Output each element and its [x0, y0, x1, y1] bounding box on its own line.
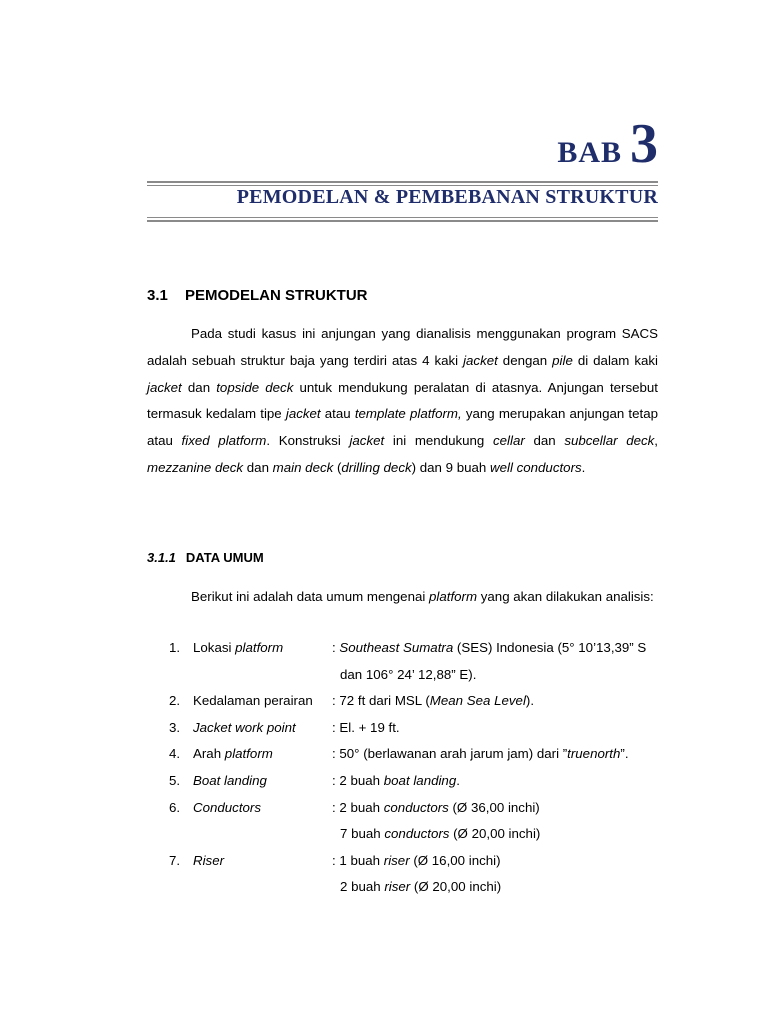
- list-value: [332, 720, 400, 735]
- text: cellar: [493, 433, 525, 449]
- list-value: [332, 693, 534, 708]
- list-index: 6.: [169, 799, 181, 815]
- list-item: [147, 773, 667, 800]
- section-number: 3.1: [147, 287, 168, 304]
- text: ”.: [620, 746, 629, 762]
- text: Lokasi: [193, 640, 236, 655]
- text: topside deck: [216, 379, 294, 395]
- text: pile: [552, 352, 573, 368]
- text: ini mendukung: [384, 433, 493, 449]
- text: boat landing: [383, 772, 457, 788]
- text: yang merupakan anjungan tetap atau: [147, 406, 658, 449]
- text: (Ø 20,00 inchi): [449, 826, 541, 842]
- text: dengan: [497, 352, 553, 368]
- divider: [147, 181, 658, 183]
- text: mezzanine deck: [147, 459, 244, 475]
- text: .: [581, 459, 586, 475]
- list-item: [147, 693, 667, 720]
- text: Southeast Sumatra: [339, 640, 454, 655]
- text: (Ø 20,00 inchi): [410, 879, 502, 895]
- text: fixed platform: [181, 433, 267, 449]
- text: Pada studi kasus ini anjungan yang dianalisis menggunakan program SACS adalah sebuah struktur baja yang terdiri atas 4 kaki: [147, 326, 658, 368]
- list-index: 5.: [169, 772, 181, 788]
- text: Jacket work point: [193, 719, 296, 735]
- text: ,: [654, 433, 658, 449]
- list-item: [147, 746, 667, 773]
- text: Berikut ini adalah data umum mengenai: [191, 589, 430, 604]
- section-title: PEMODELAN STRUKTUR: [185, 287, 368, 304]
- text: Boat landing: [193, 772, 267, 788]
- text: jacket: [463, 352, 498, 368]
- paragraph-intro: [147, 321, 658, 482]
- list-label: [193, 640, 283, 655]
- text: atau: [320, 406, 355, 422]
- text: untuk mendukung peralatan di atasnya. Anjungan tersebut termasuk kedalam tipe: [147, 379, 658, 422]
- text: : 50° (berlawanan arah jarum jam) dari ”: [332, 746, 568, 762]
- list-value: [340, 826, 540, 841]
- list-item: [147, 720, 667, 747]
- text: jacket: [285, 406, 321, 422]
- text: jacket: [147, 379, 182, 395]
- paragraph-data-intro: [147, 584, 658, 611]
- chapter-title: PEMODELAN & PEMBEBANAN STRUKTUR: [236, 186, 658, 208]
- list-item-continuation: [147, 879, 667, 906]
- text: subcellar deck: [564, 433, 655, 449]
- chapter-number: 3: [630, 113, 658, 175]
- divider: [147, 220, 658, 222]
- text: : 72 ft dari MSL (: [332, 693, 430, 709]
- text: template platform,: [354, 406, 462, 422]
- text: 7 buah: [340, 826, 385, 842]
- list-item: [147, 640, 667, 667]
- text: dan: [524, 433, 565, 449]
- text: (Ø 36,00 inchi): [448, 799, 540, 815]
- section-heading: [147, 287, 368, 304]
- list-index: 4.: [169, 746, 181, 762]
- list-label: [193, 693, 313, 708]
- text: :: [332, 640, 340, 655]
- list-value: [332, 800, 540, 815]
- text: (: [333, 459, 342, 475]
- list-value: [332, 746, 629, 761]
- divider: [147, 217, 658, 218]
- text: : 1 buah: [332, 852, 384, 868]
- text: : El. + 19 ft.: [332, 719, 400, 735]
- text: di dalam kaki: [572, 352, 659, 368]
- subsection-title: DATA UMUM: [185, 550, 264, 565]
- chapter-prefix: BAB: [557, 136, 622, 169]
- subsection-heading: [147, 550, 264, 565]
- data-list: [147, 640, 667, 906]
- list-index: 2.: [169, 693, 181, 709]
- list-item-continuation: [147, 667, 667, 694]
- list-item-continuation: [147, 826, 667, 853]
- list-value: [332, 640, 646, 655]
- text: Riser: [193, 852, 225, 868]
- text: : 2 buah: [332, 799, 384, 815]
- text: yang akan dilakukan analisis:: [477, 589, 654, 604]
- text: conductors: [384, 826, 450, 842]
- text: dan 106° 24’ 12,88” E).: [340, 666, 477, 682]
- text: riser: [383, 852, 410, 868]
- text: platform: [235, 640, 284, 655]
- list-item: [147, 853, 667, 880]
- text: (Ø 16,00 inchi): [409, 852, 501, 868]
- list-index: 7.: [169, 852, 181, 868]
- text: (SES) Indonesia (5° 10’13,39” S: [453, 640, 647, 655]
- text: Conductors: [193, 799, 261, 815]
- chapter-heading: [557, 112, 658, 176]
- text: dan: [181, 379, 217, 395]
- list-label: [193, 720, 296, 735]
- text: jacket: [349, 433, 385, 449]
- list-value: [340, 879, 501, 894]
- text: platform: [429, 589, 478, 604]
- list-value: [332, 773, 460, 788]
- list-label: [193, 800, 261, 815]
- list-label: [193, 853, 224, 868]
- list-index: 1.: [169, 640, 181, 655]
- list-value: [340, 667, 476, 682]
- text: truenorth: [567, 746, 621, 762]
- text: drilling deck: [341, 459, 412, 475]
- text: Mean Sea Level: [429, 693, 526, 709]
- text: Kedalaman perairan: [193, 693, 313, 709]
- list-value: [332, 853, 501, 868]
- text: main deck: [272, 459, 334, 475]
- text: well conductors: [490, 459, 582, 475]
- text: .: [456, 772, 460, 788]
- text: ).: [525, 693, 535, 709]
- text: . Konstruksi: [266, 433, 350, 449]
- list-index: 3.: [169, 719, 181, 735]
- text: platform: [224, 746, 273, 762]
- text: 2 buah: [340, 879, 385, 895]
- text: riser: [384, 879, 411, 895]
- list-label: [193, 746, 273, 761]
- text: ) dan 9 buah: [411, 459, 490, 475]
- list-label: [193, 773, 267, 788]
- text: Arah: [193, 746, 225, 762]
- subsection-number: 3.1.1: [147, 550, 176, 565]
- text: : 2 buah: [332, 772, 384, 788]
- text: dan: [243, 459, 273, 475]
- text: conductors: [383, 799, 449, 815]
- list-item: [147, 800, 667, 827]
